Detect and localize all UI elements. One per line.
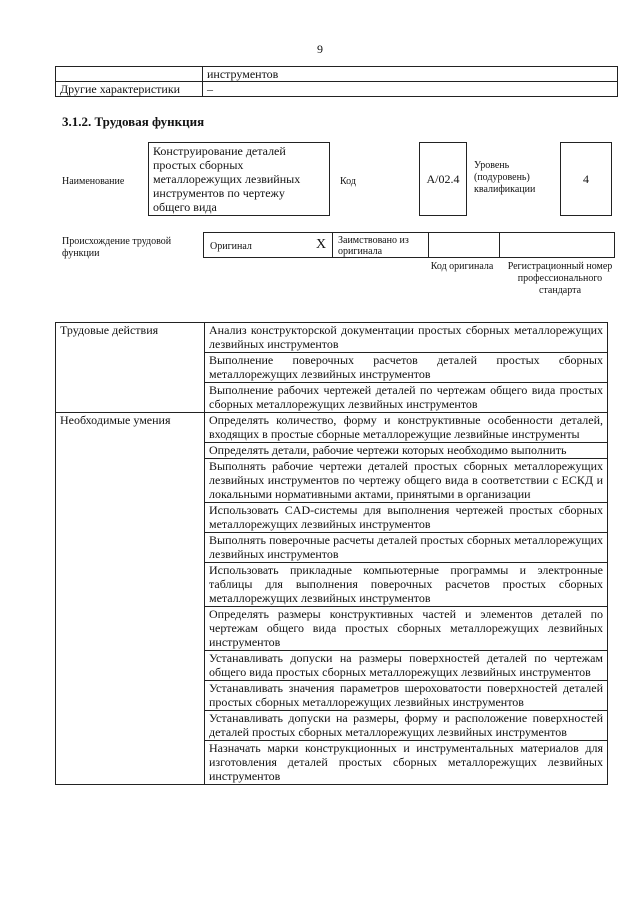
table-row: [56, 413, 608, 443]
item-cell: Устанавливать допуски на размеры поверхностей деталей по чертежам общего вида простых сборных металлорежущих лезвийных инструментов: [205, 651, 608, 681]
original-mark: X: [316, 237, 327, 252]
borrowed-label: Заимствовано из оригинала: [338, 235, 409, 257]
category-cell: Трудовые действия: [56, 323, 205, 413]
item-cell: Выполнение поверочных расчетов деталей простых сборных металлорежущих лезвийных инструментов: [205, 353, 608, 383]
item-cell: Анализ конструкторской документации простых сборных металлорежущих лезвийных инструментов: [205, 323, 608, 353]
labor-function-table: [55, 322, 608, 785]
code-original-label: Код оригинала: [430, 261, 494, 272]
item-cell: Выполнять рабочие чертежи деталей простых сборных металлорежущих лезвийных инструментов по чертежу общего вида в соответствии с ЕСКД и локальными нормативными актами, принятыми в организации: [205, 459, 608, 503]
page-number: 9: [317, 42, 323, 56]
origin-label: Происхождение трудовой функции: [62, 236, 172, 259]
item-cell: Определять количество, форму и конструктивные особенности деталей, входящих в простые сборные металлорежущие лезвийные инструменты: [205, 413, 608, 443]
section-title: 3.1.2. Трудовая функция: [62, 114, 205, 129]
table-cell: –: [203, 82, 618, 97]
table-cell: [56, 67, 203, 82]
function-name-box: Конструирование деталей простых сборных металлорежущих лезвийных инструментов по чертежу общего вида: [148, 142, 330, 216]
original-label: Оригинал: [210, 241, 252, 252]
table-cell: инструментов: [203, 67, 618, 82]
item-cell: Использовать CAD-системы для выполнения чертежей простых сборных металлорежущих лезвийных инструментов: [205, 503, 608, 533]
item-cell: Использовать прикладные компьютерные программы и электронные таблицы для выполнения поверочных расчетов простых сборных металлорежущих лезвийных инструментов: [205, 563, 608, 607]
level-label: Уровень (подуровень) квалификации: [474, 160, 536, 195]
item-cell: Устанавливать допуски на размеры, форму и расположение поверхностей деталей простых сборных металлорежущих лезвийных инструментов: [205, 711, 608, 741]
item-cell: Определять размеры конструктивных частей и элементов деталей по чертежам общего вида простых сборных металлорежущих лезвийных инструментов: [205, 607, 608, 651]
item-cell: Определять детали, рабочие чертежи которых необходимо выполнить: [205, 443, 608, 459]
code-label: Код: [340, 176, 356, 187]
code-value-box: A/02.4: [419, 142, 467, 216]
table-row: [56, 323, 608, 353]
divider: [499, 233, 500, 257]
item-cell: Выполнять поверочные расчеты деталей простых сборных металлорежущих лезвийных инструментов: [205, 533, 608, 563]
item-cell: Назначать марки конструкционных и инструментальных материалов для изготовления деталей простых сборных металлорежущих лезвийных инструментов: [205, 741, 608, 785]
table-row: [56, 67, 618, 82]
divider: [428, 233, 429, 257]
level-value-box: 4: [560, 142, 612, 216]
origin-row: [203, 232, 615, 258]
item-cell: Устанавливать значения параметров шероховатости поверхностей деталей простых сборных металлорежущих лезвийных инструментов: [205, 681, 608, 711]
table-cell: Другие характеристики: [56, 82, 203, 97]
category-cell: Необходимые умения: [56, 413, 205, 785]
reg-number-label: Регистрационный номер профессионального стандарта: [507, 261, 613, 296]
table-row: [56, 82, 618, 97]
name-label: Наименование: [62, 176, 125, 187]
divider: [332, 233, 333, 257]
continuation-table: [55, 66, 618, 97]
item-cell: Выполнение рабочих чертежей деталей по чертежам общего вида простых сборных металлорежущих лезвийных инструментов: [205, 383, 608, 413]
